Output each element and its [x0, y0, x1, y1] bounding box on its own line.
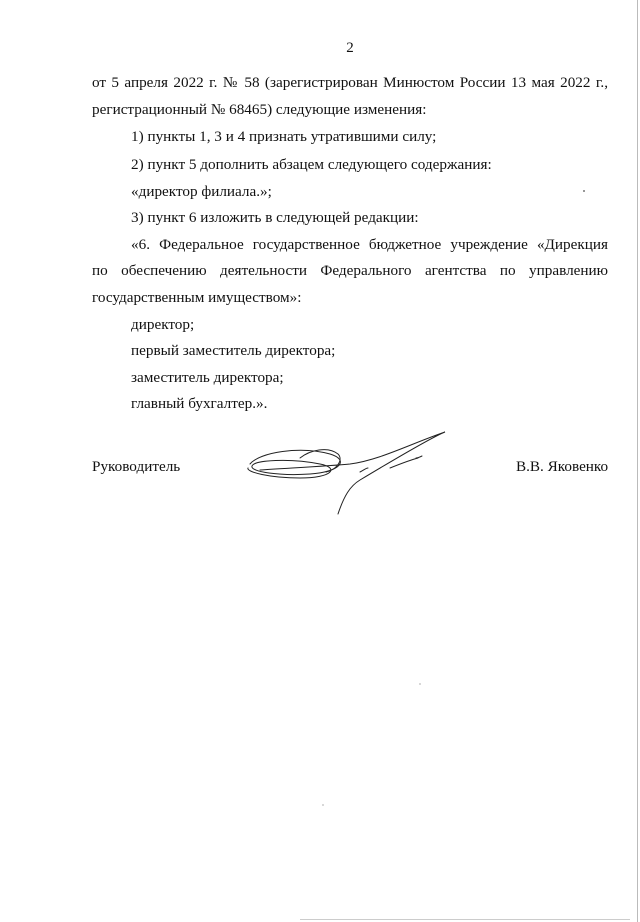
- list-item-3: 3) пункт 6 изложить в следующей редакции:: [131, 209, 419, 226]
- scan-speck: [583, 190, 585, 192]
- point-6-line-3: государственным имуществом»:: [92, 289, 302, 306]
- list-item-2-quote: «директор филиала.»;: [131, 183, 272, 200]
- signatory-title: Руководитель: [92, 458, 181, 475]
- point-6-line-2: по обеспечению деятельности Федерального агентства по управлению: [92, 262, 608, 279]
- scan-speck: [419, 683, 421, 685]
- handwritten-signature-icon: [240, 424, 460, 524]
- paragraph-1-line-1: от 5 апреля 2022 г. № 58 (зарегистрирован Минюстом России 13 мая 2022 г.,: [92, 74, 608, 91]
- position-director: директор;: [131, 316, 195, 333]
- scan-edge-bottom: [300, 919, 630, 920]
- page-number: 2: [346, 40, 354, 56]
- point-6-line-1: «6. Федеральное государственное бюджетное учреждение «Дирекция: [131, 236, 608, 253]
- position-first-deputy: первый заместитель директора;: [131, 342, 336, 359]
- signatory-name: В.В. Яковенко: [516, 458, 609, 475]
- position-deputy: заместитель директора;: [131, 369, 284, 386]
- scan-edge-right: [637, 0, 638, 922]
- list-item-1: 1) пункты 1, 3 и 4 признать утратившими силу;: [131, 128, 437, 145]
- paragraph-1-line-2: регистрационный № 68465) следующие изменения:: [92, 101, 427, 118]
- list-item-2: 2) пункт 5 дополнить абзацем следующего содержания:: [131, 156, 492, 173]
- position-chief-accountant: главный бухгалтер.».: [131, 395, 268, 412]
- scan-speck: [322, 804, 324, 806]
